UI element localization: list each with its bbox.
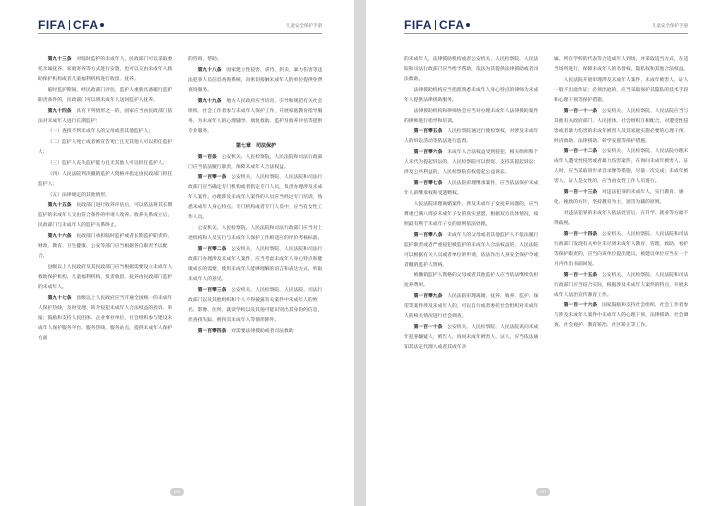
page-body [404,55,690,476]
article-text: 民政部门承担临时监护或者长期监护职责的，财政、教育、卫生健康、公安等部门应当根据各自职责予以配合。 [38,234,173,260]
article-paragraph [554,55,690,75]
article-number: 第一百一十二条 [563,149,598,155]
article-paragraph [38,55,174,85]
article-number: 第九十五条 [47,203,72,209]
article-text: 人民法院开庭审理涉及未成年人案件，未成年被害人、证人一般不出庭作证；必须出庭的，应当采取保护其隐私的技术手段和心理干预等保护措施。 [554,77,689,103]
logo-divider [69,20,70,30]
article-number: 第一百一十条 [413,324,443,330]
article-text: 被撤销监护人资格的父母或者其他监护人应当依法继续负担抚养费用。 [404,273,539,289]
article-paragraph [554,76,690,106]
article-paragraph [38,107,174,127]
article-text: （一）查找不到未成年人的父母或者其他监护人； [47,129,154,135]
article-text: 公安机关、人民检察院、人民法院应当与其他有关政府部门、人民团体、社会组织互相配合，对遭受性侵害或者暴力伤害的未成年被害人及其家庭实施必要的心理干预、经济救助、法律援助、转学安置等保护措施。 [554,108,689,144]
article-number: 第一百一十六条 [563,303,598,309]
text-column [188,55,324,476]
article-paragraph [404,323,540,353]
article-text: 对违法犯罪的未成年人，实行教育、感化、挽救的方针，坚持教育为主、惩罚为辅的原则。 [554,190,684,206]
logo-divider [435,20,436,30]
article-text: 人民法院审理继承案件，应当依法保护未成年人的继承权和受遗赠权。 [404,180,539,196]
article-text: 临时监护期间，经民政部门评估，监护人重新具备履行监护职责条件的，民政部门可以将未成年人送回监护人抚养。 [38,87,173,103]
article-number: 第九十四条 [47,108,72,114]
page-body [38,55,324,476]
article-number: 第九十六条 [47,234,72,240]
article-number: 第一百零一条 [197,175,227,181]
article-number: 第一百条 [197,154,217,160]
article-paragraph [38,263,174,293]
logo-mark-icon [466,23,470,27]
fifa-cfa-logo [38,18,104,32]
page-header [366,0,720,34]
header-divider [38,33,322,34]
article-text: 人民法院审理离婚案件，涉及未成年子女抚养问题的，应当尊重已满八周岁未成年子女的真实意愿，根据双方具体情况，按照最有利于未成年子女的原则依法处理。 [404,201,539,227]
article-paragraph [188,327,324,337]
article-paragraph [554,209,690,229]
article-paragraph [554,230,690,270]
text-column [404,55,540,476]
article-paragraph [38,127,174,137]
header-title: 儿童安全保护手册 [286,24,322,29]
fifa-cfa-logo [404,18,470,32]
article-paragraph [404,271,540,291]
logo-mark-icon [100,23,104,27]
article-text: 对临时监护的未成年人，民政部门可以采取委托亲属抚养、家庭寄养等方式进行安置，也可以交由未成年人救助保护机构或者儿童福利机构进行收留、抚养。 [38,57,173,82]
article-text: 民政部门进行收养评估后，可以依法将其长期监护的未成年人交由符合条件的申请人收养。收养关系成立后，民政部门与未成年人的监护关系终止。 [38,203,173,229]
article-paragraph [38,191,174,201]
left-page [0,0,354,506]
header-divider [404,33,688,34]
article-paragraph [188,173,324,223]
article-text: （三）监护人丧失监护能力且无其他人可以担任监护人； [47,160,168,166]
article-paragraph [404,127,540,147]
article-text: 对需要法律援助或者司法救助 [231,328,294,334]
article-paragraph [404,231,540,271]
article-text: 国家建立性侵害、虐待、拐卖、暴力伤害等违法犯罪人员信息查询系统，向密切接触未成年人的单位提供免费查询服务。 [188,67,323,93]
page-number: 047 [536,488,550,496]
article-text: （二）监护人死亡或者被宣告死亡且无其他人可以担任监护人； [38,140,173,156]
text-column [38,55,174,476]
article-paragraph [188,153,324,173]
article-text: 法律援助机构应当指派熟悉未成年人身心特点的律师为未成年人提供法律援助服务。 [404,87,539,103]
article-number: 第一百零四条 [197,328,227,334]
article-text: 具有下列情形之一的，国家应当由民政部门依法对未成年人进行长期监护： [38,108,173,124]
article-number: 第一百零八条 [413,232,443,238]
article-paragraph [38,232,174,262]
article-text: 公安机关、人民检察院、人民法院办理未成年人遭受性侵害或者暴力伤害案件，在询问未成年被害人、证人时，应当采取同步录音录像等措施，尽量一次完成；未成年被害人、证人是女性的，应当由女性工作人员进行。 [554,149,689,185]
article-number: 第一百零九条 [413,294,443,300]
article-paragraph [404,292,540,322]
article-number: 第九十七条 [47,295,72,301]
article-text: 法律援助机构和律师协会应当对办理未成年人法律援助案件的律师进行指导和培训。 [404,108,539,124]
article-paragraph [38,201,174,231]
article-paragraph [188,55,324,65]
article-paragraph [554,107,690,147]
article-text: 县级以上人民政府应当开通全国统一的未成年人保护热线，及时受理、转介侵犯未成年人合法权益的投诉、举报；鼓励和支持人民团体、企业事业单位、社会组织参与建设未成年人保护服务平台、服务热线、服务站点，提供未成年人保护方面 [38,295,173,341]
article-text: 未成年人的父母或者其他监护人不依法履行监护职责或者严重侵犯被监护的未成年人合法权益的，人民法院可以根据有关人员或者单位的申请，依法作出人身安全保护令或者撤销监护人资格。 [404,232,539,268]
article-paragraph [404,86,540,106]
article-text: 公安机关、人民检察院、人民法院和司法行政部门发现有关单位未尽到未成年人教育、管理、救助、看护等保护职责的，应当向该单位提出建议。被建议单位应当在一个月内作出书面回复。 [554,231,689,267]
article-number: 第一百一十三条 [563,190,598,196]
article-text: 人民检察院通过行使检察权，对涉及未成年人的诉讼活动等依法进行监督。 [404,129,539,145]
article-paragraph [188,245,324,285]
article-paragraph [554,301,690,331]
article-text: 公安机关、人民检察院、人民法院、司法行政部门以及其他组织和个人不得披露有关案件中未成年人的姓名、影像、住所、就读学校以及其他可能识别出其身份的信息，但查找失踪、被拐卖未成年人等情形除外。 [188,287,323,323]
article-text: 公安机关、人民检察院、人民法院和司法行政部门应当结合实际，根据涉及未成年人案件的特点，开展未成年人法治宣传教育工作。 [554,272,689,298]
article-text: 属、所在学校的代表等合适成年人到场，并采取适当方式，在适当场所进行，保障未成年人的名誉权、隐私权和其他合法权益。 [554,57,689,72]
article-text: 公安机关、人民检察院、人民法院讯问未成年犯罪嫌疑人、被告人，询问未成年被害人、证人，应当依法通知其法定代理人或者其成年亲 [404,324,539,350]
article-number: 第一百一十四条 [563,231,598,237]
article-paragraph [38,170,174,190]
article-text: 地方人民政府应当培育、引导和规范有关社会组织、社会工作者参与未成年人保护工作，开展家庭教育指导服务，为未成年人的心理辅导、康复救助、监护及收养评估等提供专业服务。 [188,98,323,134]
article-paragraph [554,147,690,187]
article-paragraph [404,200,540,230]
article-text: 公安机关、人民检察院、人民法院和司法行政部门办理涉及未成年人案件，应当考虑未成年人身心特点和健康成长的需要，使用未成年人能够理解的语言和表达方式，听取未成年人的意见。 [188,246,323,282]
logo-fifa-text: FIFA [404,18,432,32]
article-text: （四）人民法院判决撤销监护人资格并指定由民政部门担任监护人； [38,171,173,187]
article-paragraph [38,159,174,169]
article-paragraph [38,138,174,158]
article-text: 公安机关、人民检察院、人民法院和司法行政部门应当对上述机构和人员实行与未成年人保护工作相适应的评价考核标准。 [188,226,323,242]
logo-cfa-text: CFA [439,18,465,32]
article-paragraph [554,271,690,301]
article-paragraph [404,55,540,85]
article-text: 的未成年人，法律援助机构或者公安机关、人民检察院、人民法院和司法行政部门应当给予帮助，依法为其提供法律援助或者司法救助。 [404,57,539,82]
article-text: 公安机关、人民检察院、人民法院和司法行政部门应当确定专门机构或者指定专门人员，负责办理涉及未成年人案件。办理涉及未成年人案件的人员应当经过专门培训，熟悉未成年人身心特点。专门机构或者专门人员中，应当有女性工作人员。 [188,175,323,221]
article-paragraph [404,107,540,127]
page-header [0,0,354,34]
article-paragraph [38,86,174,106]
article-number: 第一百零三条 [197,287,227,293]
article-text: 公安机关、人民检察院、人民法院和司法行政部门应当依法履行职责，保障未成年人合法权益。 [188,154,323,170]
article-paragraph [188,66,324,96]
article-text: 国家鼓励和支持社会组织、社会工作者参与涉及未成年人案件中未成年人的心理干预、法律援助、社会调查、社会观护、教育矫治、社区矫正等工作。 [554,303,689,329]
article-text: 对违法犯罪的未成年人依法处罚后，在升学、就业等方面不得歧视。 [554,210,689,226]
article-paragraph [38,294,174,344]
article-paragraph [188,224,324,244]
article-number: 第一百零五条 [413,129,443,135]
article-text: 未成年人合法权益受到侵犯，相关组织和个人未代为提起诉讼的，人民检察院可以督促、支持其提起诉讼；涉及公共利益的，人民检察院有权提起公益诉讼。 [404,150,539,176]
article-number: 第一百零六条 [413,150,443,156]
article-text: 县级以上人民政府及其民政部门应当根据需要设立未成年人救助保护机构、儿童福利机构，负责收留、抚养由民政部门监护的未成年人。 [38,264,173,290]
logo-cfa-text: CFA [73,18,99,32]
article-number: 第一百一十一条 [563,108,598,114]
article-number: 第九十九条 [197,98,222,104]
article-text: （五）法律规定的其他情形。 [47,192,110,198]
article-paragraph [188,286,324,326]
article-paragraph [188,97,324,137]
right-page [366,0,720,506]
article-paragraph [404,148,540,178]
article-paragraph [554,188,690,208]
article-number: 第一百零二条 [197,246,227,252]
text-column [554,55,690,476]
article-number: 第一百一十五条 [563,272,598,278]
article-number: 第一百零七条 [413,180,443,186]
article-number: 第九十八条 [197,67,222,73]
article-number: 第九十三条 [47,57,72,62]
article-text: 人民法院审理离婚、抚养、收养、监护、探望等案件涉及未成年人的，可以自行或者委托社会组织对未成年人的相关情况进行社会调查。 [404,294,539,320]
header-title: 儿童安全保护手册 [652,24,688,29]
logo-fifa-text: FIFA [38,18,66,32]
chapter-heading: 第七章 司法保护 [235,142,276,149]
article-text: 的咨询、帮助。 [188,57,222,62]
page-number: 046 [170,488,184,496]
article-paragraph [404,179,540,199]
